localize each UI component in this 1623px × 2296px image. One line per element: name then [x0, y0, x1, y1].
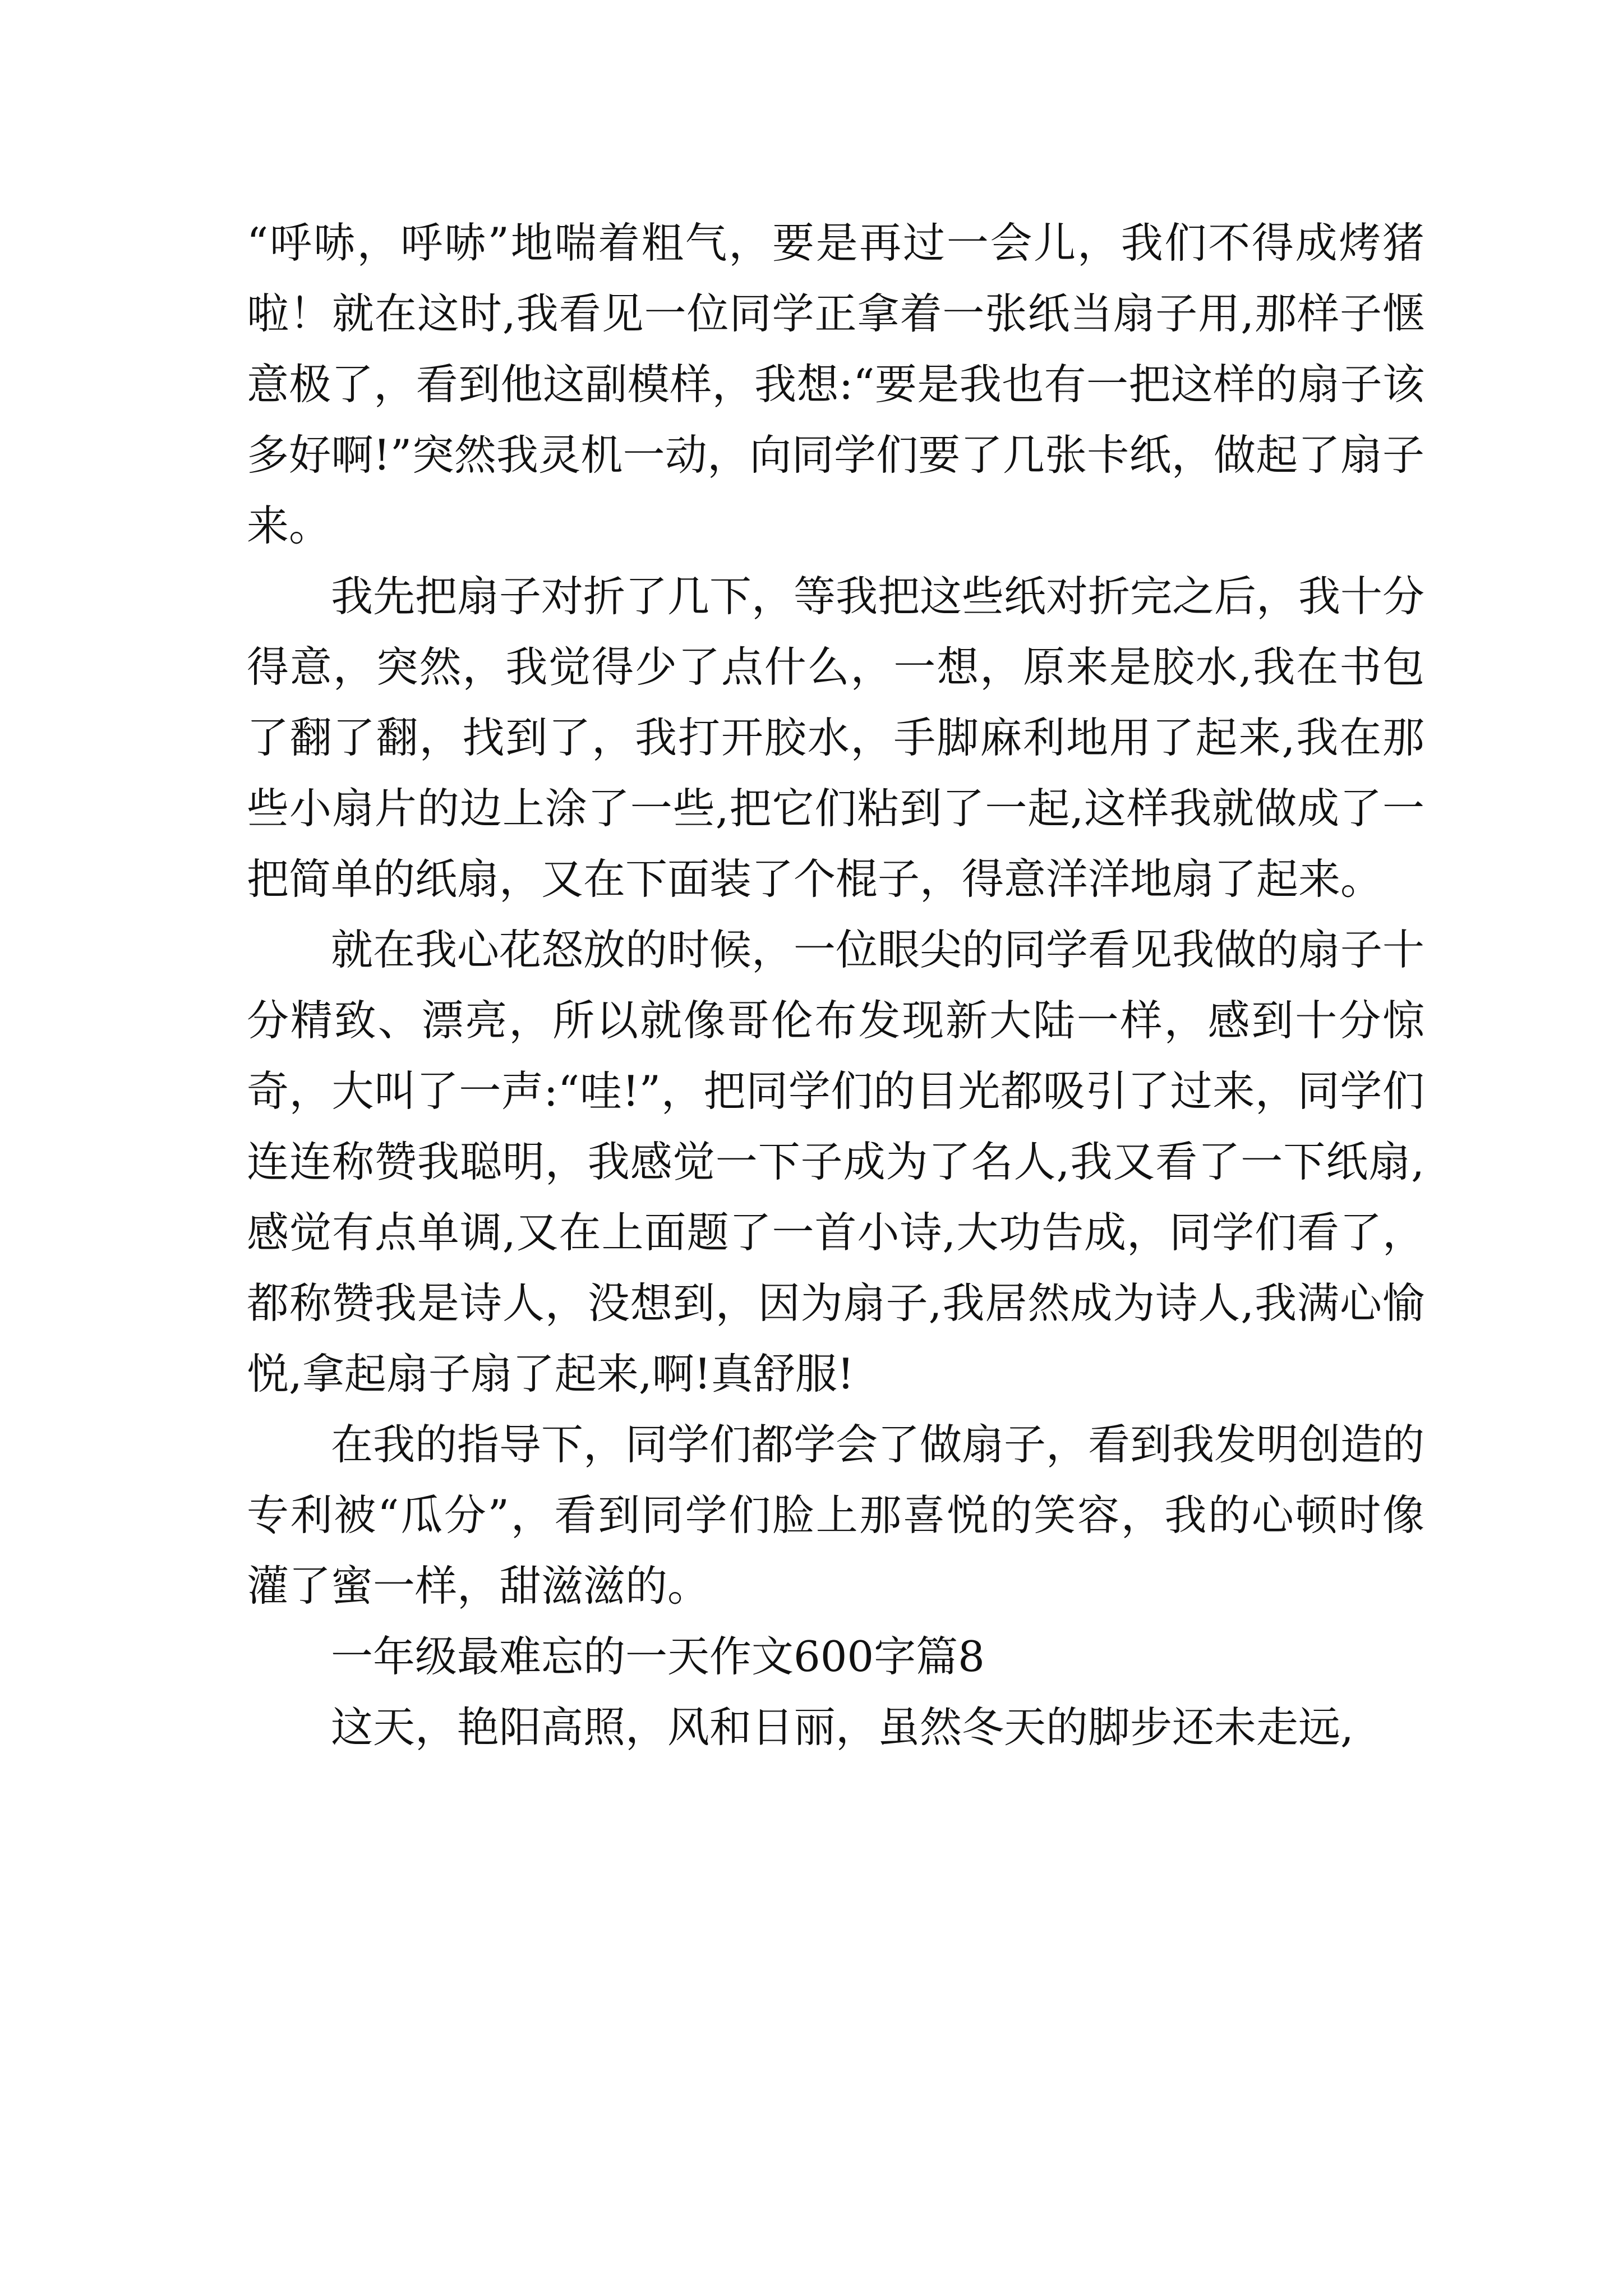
paragraph-1: “呼哧，呼哧”地喘着粗气，要是再过一会儿，我们不得成烤猪啦！就在这时,我看见一位同学正拿着一张纸当扇子用,那样子惬意极了，看到他这副模样，我想:“要是我也有一把这样的扇子该多好啊!”突然我灵机一动，向同学们要了几张卡纸，做起了扇子来。: [247, 218, 1424, 550]
paragraph-3: 就在我心花怒放的时候，一位眼尖的同学看见我做的扇子十分精致、漂亮，所以就像哥伦布发现新大陆一样，感到十分惊奇，大叫了一声:“哇!”，把同学们的目光都吸引了过来，同学们连连称赞我聪明，我感觉一下子成为了名人,我又看了一下纸扇,感觉有点单调,又在上面题了一首小诗,大功告成，同学们看了，都称赞我是诗人，没想到，因为扇子,我居然成为诗人,我满心愉悦,拿起扇子扇了起来,啊!真舒服!: [247, 925, 1425, 1398]
paragraph-5: 这天，艳阳高照，风和日丽，虽然冬天的脚步还未走远,: [331, 1703, 1354, 1752]
document-body: [247, 208, 1424, 1763]
paragraph-2: 我先把扇子对折了几下，等我把这些纸对折完之后，我十分得意，突然，我觉得少了点什么，一想，原来是胶水,我在书包了翻了翻，找到了，我打开胶水，手脚麻利地用了起来,我在那些小扇片的边上涂了一些,把它们粘到了一起,这样我就做成了一把简单的纸扇，又在下面装了个棍子，得意洋洋地扇了起来。: [247, 572, 1425, 904]
paragraph-4: 在我的指导下，同学们都学会了做扇子，看到我发明创造的专利被“瓜分”，看到同学们脸上那喜悦的笑容，我的心顿时像灌了蜜一样，甜滋滋的。: [247, 1420, 1425, 1611]
section-heading: 一年级最难忘的一天作文600字篇8: [331, 1632, 985, 1681]
